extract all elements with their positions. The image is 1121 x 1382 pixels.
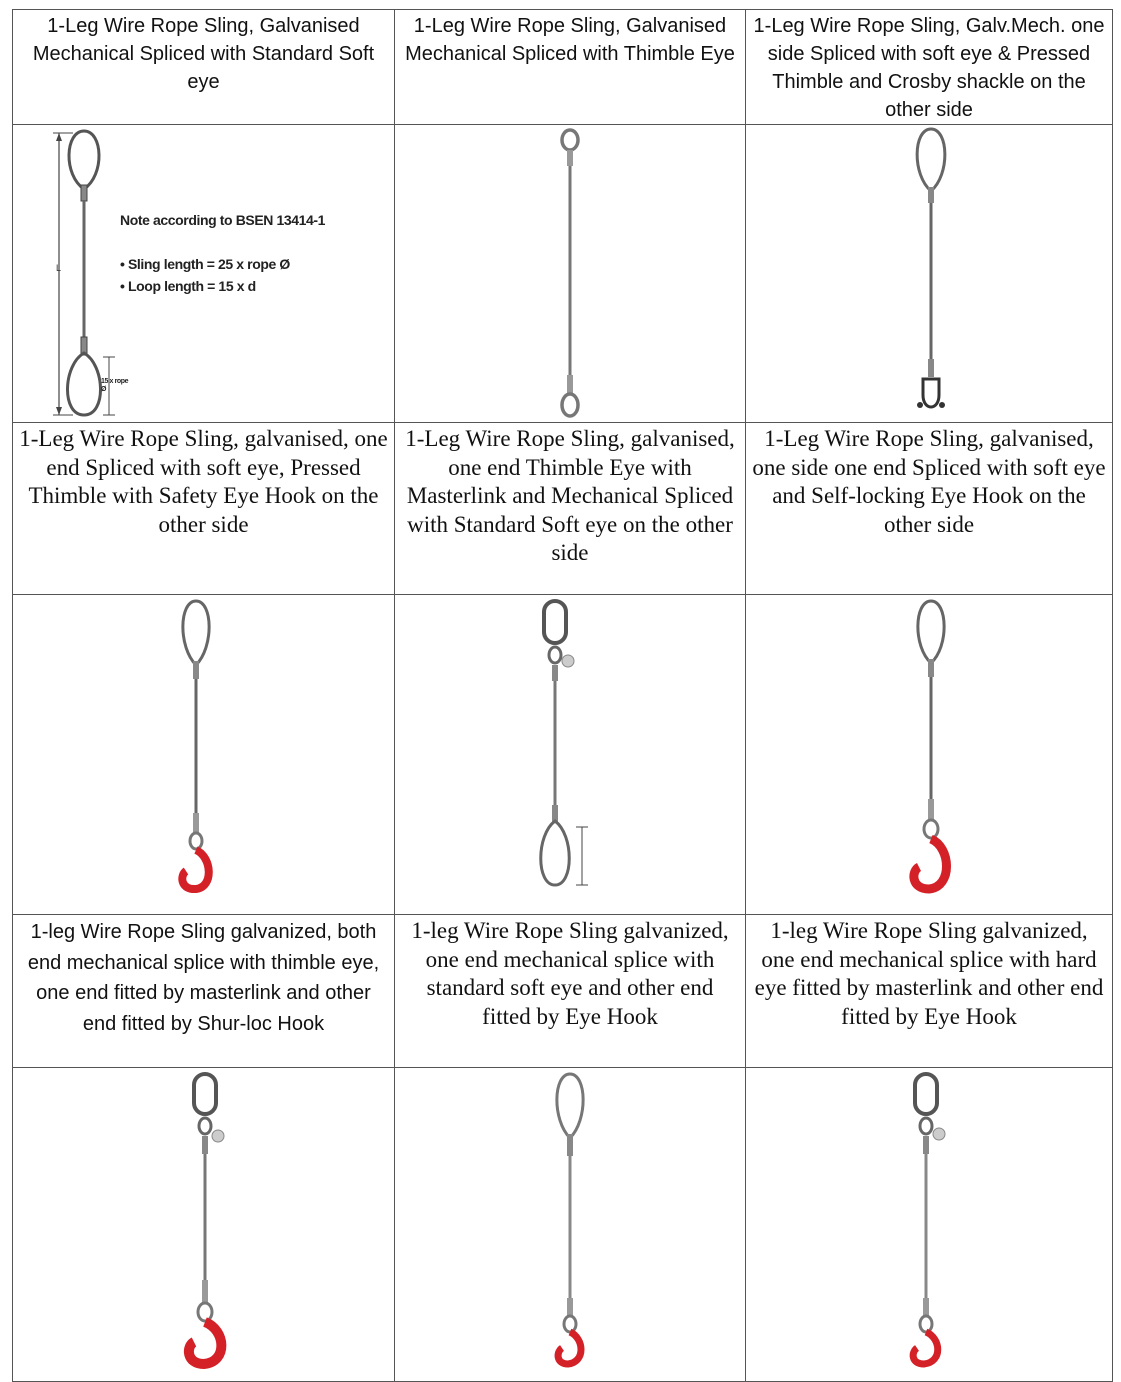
image-cell: [395, 1068, 746, 1382]
caption-text: 1-Leg Wire Rope Sling, galvanised, one end Spliced with soft eye, Pressed Thimble with Safety Eye Hook on the other side: [19, 426, 388, 537]
masterlink-soft-eye-sling-image: [396, 595, 745, 913]
caption-cell: [13, 423, 395, 595]
caption-cell: [395, 423, 746, 595]
caption-text: 1-leg Wire Rope Sling galvanized, one end mechanical splice with hard eye fitted by masterlink and other end fitted by Eye Hook: [754, 918, 1104, 1029]
safety-eye-hook-sling-image: [14, 595, 394, 913]
caption-text: 1-Leg Wire Rope Sling, Galv.Mech. one side Spliced with soft eye & Pressed Thimble and Crosby shackle on the other side: [753, 15, 1105, 121]
caption-text: 1-Leg Wire Rope Sling, galvanised, one side one end Spliced with soft eye and Self-locking Eye Hook on the other side: [752, 426, 1106, 537]
image-cell: [395, 595, 746, 915]
caption-text: 1-leg Wire Rope Sling galvanized, both end mechanical splice with thimble eye, one end fitted by masterlink and other end fitted by Shur-loc Hook: [27, 921, 380, 1035]
caption-cell: [395, 10, 746, 125]
self-locking-hook-sling-image: [747, 595, 1112, 913]
note-line-2: • Loop length = 15 x d: [120, 278, 256, 294]
image-cell: [746, 1068, 1113, 1382]
soft-eye-eye-hook-sling-image: [396, 1068, 745, 1380]
image-cell: [13, 1068, 395, 1382]
note-line-1: • Sling length = 25 x rope Ø: [120, 256, 290, 272]
shur-loc-hook-sling-image: [14, 1068, 394, 1380]
caption-text: 1-Leg Wire Rope Sling, Galvanised Mechanical Spliced with Standard Soft eye: [32, 15, 375, 93]
caption-text: 1-Leg Wire Rope Sling, galvanised, one end Thimble Eye with Masterlink and Mechanical Spliced with Standard Soft eye on the other side: [405, 426, 735, 565]
image-cell: [746, 125, 1113, 423]
caption-row-2: [13, 423, 1113, 595]
image-cell: [395, 125, 746, 423]
caption-row-1: [13, 10, 1113, 125]
image-row-1: [13, 125, 1113, 423]
soft-eye-shackle-sling-image: [747, 125, 1112, 421]
dim-l-label: L: [56, 263, 62, 273]
caption-text: 1-leg Wire Rope Sling galvanized, one end mechanical splice with standard soft eye and other end fitted by Eye Hook: [411, 918, 729, 1029]
caption-cell: [746, 423, 1113, 595]
caption-cell: [395, 915, 746, 1068]
dim-loop-label: 15 x rope Ø: [101, 378, 129, 393]
soft-eye-sling-diagram: [13, 125, 393, 421]
caption-row-3: [13, 915, 1113, 1068]
image-cell: [13, 125, 395, 423]
image-row-2: [13, 595, 1113, 915]
note-title: Note according to BSEN 13414-1: [120, 212, 326, 228]
caption-cell: [13, 10, 395, 125]
image-cell: [746, 595, 1113, 915]
image-cell: [13, 595, 395, 915]
caption-text: 1-Leg Wire Rope Sling, Galvanised Mechanical Spliced with Thimble Eye: [405, 15, 735, 65]
caption-cell: [746, 915, 1113, 1068]
masterlink-eye-hook-sling-image: [747, 1068, 1112, 1380]
thimble-eye-sling-image: [396, 125, 745, 421]
sling-table: [12, 9, 1113, 1382]
image-row-3: [13, 1068, 1113, 1382]
caption-cell: [13, 915, 395, 1068]
caption-cell: [746, 10, 1113, 125]
